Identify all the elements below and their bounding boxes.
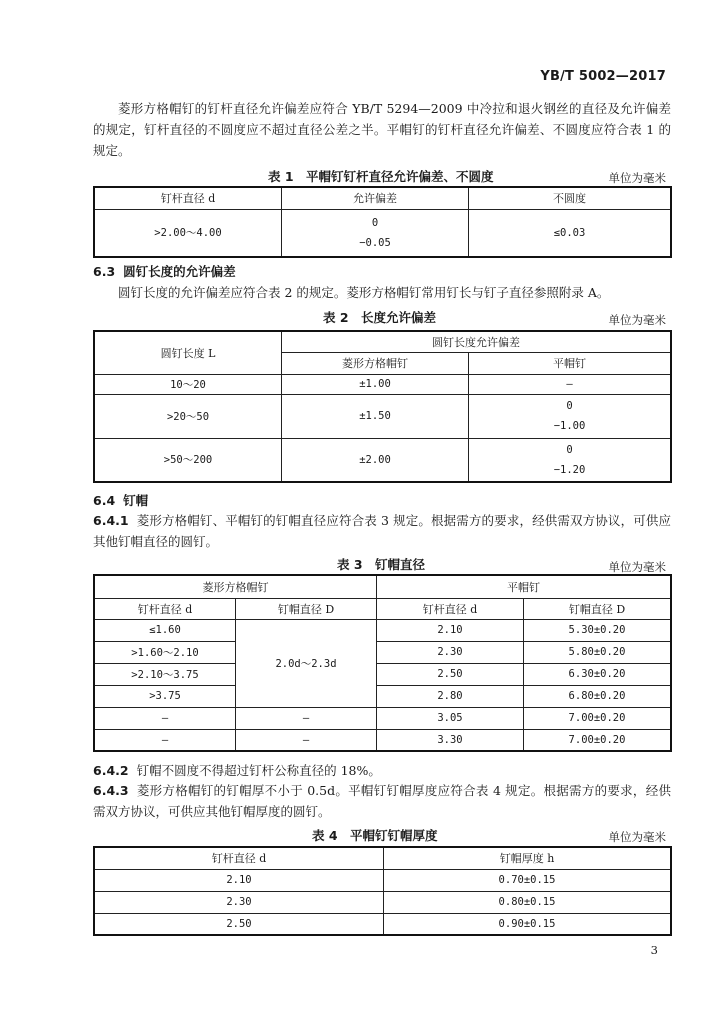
table-row — [94, 438, 671, 482]
table1-header-tolerance: 允许偏差 — [282, 187, 469, 209]
table3-d-shank: >1.60～2.10 — [94, 641, 236, 663]
table3-f-shank: 3.05 — [377, 707, 524, 729]
para-6-4-1 — [93, 510, 671, 552]
table2-header-flat: 平帽钉 — [469, 352, 672, 374]
table4-d: 2.10 — [94, 869, 384, 891]
table3-d-shank: ≤1.60 — [94, 619, 236, 641]
table1-tol-lower: −0.05 — [359, 236, 391, 249]
section-6-3-heading — [93, 262, 236, 280]
table2-header-length: 圆钉长度 L — [94, 331, 282, 374]
para-text: 钉帽不圆度不得超过钉杆公称直径的 18%。 — [136, 763, 381, 778]
table2-length: >20～50 — [94, 394, 282, 438]
table2-flat: — — [469, 374, 672, 394]
table2-length: >50～200 — [94, 438, 282, 482]
table-row — [94, 663, 671, 685]
table3-h-diamond-shank: 钉杆直径 d — [94, 598, 236, 619]
table2-flat — [469, 394, 672, 438]
para-6-4-2 — [93, 760, 671, 781]
table2-flat-upper: 0 — [566, 400, 573, 412]
table2-length: 10～20 — [94, 374, 282, 394]
table1-header-diameter: 钉杆直径 d — [94, 187, 282, 209]
table1-title: 表 1 平帽钉钉杆直径允许偏差、不圆度 — [268, 169, 494, 184]
section-number: 6.3 — [93, 264, 116, 279]
section-title: 圆钉长度的允许偏差 — [123, 264, 236, 279]
table3 — [93, 574, 672, 752]
table3-f-shank: 2.80 — [377, 685, 524, 707]
table1 — [93, 186, 672, 258]
table2-flat-lower: −1.20 — [553, 463, 586, 476]
table-row — [94, 707, 671, 729]
table3-f-shank: 2.50 — [377, 663, 524, 685]
table3-d-shank: — — [94, 729, 236, 751]
table3-d-head-merged: 2.0d～2.3d — [236, 619, 377, 707]
table4-d: 2.50 — [94, 913, 384, 935]
table2-header-group: 圆钉长度允许偏差 — [282, 331, 672, 352]
table1-cell-tolerance — [282, 209, 469, 257]
table-row — [94, 619, 671, 641]
table3-f-head: 7.00±0.20 — [524, 729, 672, 751]
table3-h-diamond-head: 钉帽直径 D — [236, 598, 377, 619]
table3-h-flat-shank: 钉杆直径 d — [377, 598, 524, 619]
table2-title: 表 2 长度允许偏差 — [323, 310, 437, 325]
table2 — [93, 330, 672, 483]
table3-title: 表 3 钉帽直径 — [337, 557, 426, 572]
para-6-4-3 — [93, 780, 671, 822]
table-row — [94, 913, 671, 935]
table3-f-shank: 2.30 — [377, 641, 524, 663]
table3-f-head: 6.30±0.20 — [524, 663, 672, 685]
table3-f-head: 7.00±0.20 — [524, 707, 672, 729]
table1-tol-upper: 0 — [371, 216, 379, 229]
table3-f-head: 5.80±0.20 — [524, 641, 672, 663]
table1-unit: 单位为毫米 — [608, 171, 666, 185]
table4-title: 表 4 平帽钉钉帽厚度 — [312, 828, 438, 843]
table2-diamond: ±2.00 — [282, 438, 469, 482]
table2-flat-lower: −1.00 — [553, 420, 586, 432]
section-number: 6.4 — [93, 493, 116, 508]
page-number: 3 — [650, 943, 658, 957]
table2-flat — [469, 438, 672, 482]
section-6-4-heading — [93, 491, 148, 509]
table4-unit: 单位为毫米 — [608, 830, 666, 844]
table4-h: 0.70±0.15 — [384, 869, 672, 891]
table4-d: 2.30 — [94, 891, 384, 913]
table3-d-shank: — — [94, 707, 236, 729]
table-row — [94, 374, 671, 394]
table3-f-shank: 2.10 — [377, 619, 524, 641]
table1-header-roundness: 不圆度 — [469, 187, 672, 209]
table-row — [94, 394, 671, 438]
table3-d-head: — — [236, 707, 377, 729]
table3-d-head: — — [236, 729, 377, 751]
para-number: 6.4.3 — [93, 783, 129, 798]
section-6-3-text: 圆钉长度的允许偏差应符合表 2 的规定。菱形方格帽钉常用钉长与钉子直径参照附录 A。 — [118, 285, 610, 300]
table4-h: 0.80±0.15 — [384, 891, 672, 913]
table2-diamond: ±1.00 — [282, 374, 469, 394]
table4-header-thickness: 钉帽厚度 h — [384, 847, 672, 869]
standard-number-header: YB/T 5002—2017 — [540, 69, 666, 84]
table4-header-diameter: 钉杆直径 d — [94, 847, 384, 869]
para-text: 菱形方格帽钉、平帽钉的钉帽直径应符合表 3 规定。根据需方的要求，经供需双方协议，可供应其他钉帽直径的圆钉。 — [93, 513, 671, 549]
table2-unit: 单位为毫米 — [608, 313, 666, 327]
para-number: 6.4.1 — [93, 513, 129, 528]
table-row — [94, 891, 671, 913]
intro-paragraph: 菱形方格帽钉的钉杆直径允许偏差应符合 YB/T 5294—2009 中冷拉和退火钢丝的直径及允许偏差的规定，钉杆直径的不圆度应不超过直径公差之半。平帽钉的钉杆直径允许偏差、不圆度应符合表 1 的规定。 — [93, 101, 671, 158]
table1-cell-roundness: ≤0.03 — [469, 209, 672, 257]
table3-unit: 单位为毫米 — [608, 560, 666, 574]
table-row — [94, 641, 671, 663]
table4 — [93, 846, 672, 936]
table3-f-head: 6.80±0.20 — [524, 685, 672, 707]
table2-header-diamond: 菱形方格帽钉 — [282, 352, 469, 374]
table4-h: 0.90±0.15 — [384, 913, 672, 935]
table-row — [94, 869, 671, 891]
section-title: 钉帽 — [123, 493, 149, 508]
table3-d-shank: >2.10～3.75 — [94, 663, 236, 685]
table-row — [94, 729, 671, 751]
table2-flat-upper: 0 — [566, 443, 573, 456]
table3-f-shank: 3.30 — [377, 729, 524, 751]
para-number: 6.4.2 — [93, 763, 129, 778]
para-text: 菱形方格帽钉的钉帽厚不小于 0.5d。平帽钉钉帽厚度应符合表 4 规定。根据需方的要求，经供需双方协议，可供应其他钉帽厚度的圆钉。 — [93, 783, 671, 819]
table3-f-head: 5.30±0.20 — [524, 619, 672, 641]
table1-cell-diameter: >2.00～4.00 — [94, 209, 282, 257]
table3-group-diamond: 菱形方格帽钉 — [94, 575, 377, 598]
table3-h-flat-head: 钉帽直径 D — [524, 598, 672, 619]
table-row — [94, 685, 671, 707]
table3-group-flat: 平帽钉 — [377, 575, 672, 598]
table2-diamond: ±1.50 — [282, 394, 469, 438]
table3-d-shank: >3.75 — [94, 685, 236, 707]
